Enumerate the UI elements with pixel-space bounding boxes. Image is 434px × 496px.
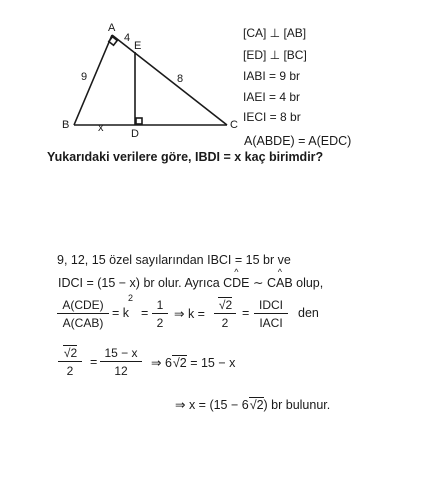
eq1-fraction-half: $\frac{1}{2}$	[152, 298, 168, 330]
eq2-fraction-15-minus-x-over-12: $\frac{15 - x}{12}$	[100, 346, 142, 378]
length-label-ab: 9	[81, 71, 88, 83]
segment-ac	[112, 35, 227, 125]
given-3: IABI = 9 br	[243, 69, 301, 83]
eq2-result: ⇒ 6√2 = 15 − x	[151, 356, 236, 370]
triangle-figure	[0, 0, 434, 150]
point-label-d: D	[131, 128, 139, 140]
eq1-k-squared: = k	[112, 306, 130, 320]
right-angle-mark-d	[136, 118, 142, 124]
given-4: IAEI = 4 br	[243, 90, 301, 104]
similar-symbol: ∼	[249, 276, 267, 290]
eq1-fraction-sqrt2-over-2: $\frac{√2}{2}$	[214, 298, 236, 330]
length-label-ec: 8	[177, 73, 184, 85]
point-label-a: A	[108, 22, 116, 34]
length-label-ae: 4	[124, 32, 131, 44]
eq1-equals-1: =	[141, 306, 149, 320]
eq1-exponent: 2	[128, 293, 134, 303]
eq1-den-word: den	[298, 306, 319, 320]
solution-line-2-prefix: IDCI = (15 − x) br olur. Ayrıca	[58, 276, 224, 290]
eq1-equals-2: =	[242, 306, 250, 320]
final-answer: ⇒ x = (15 − 6√2) br bulunur.	[175, 398, 331, 412]
solution-line-1: 9, 12, 15 özel sayılarından IBCI = 15 br ve	[57, 253, 291, 267]
triangle-cde: ^ CDE	[223, 267, 250, 290]
triangle-cab: ^ CAB	[266, 267, 293, 290]
eq2-fraction-sqrt2-over-2: $\frac{√2}{2}$	[58, 346, 82, 378]
solution-line-2-suffix: olup,	[292, 276, 324, 290]
angle-hat-cde: ^	[234, 267, 239, 277]
question-text: Yukarıdaki verilere göre, IBDI = x kaç birimdir?	[47, 150, 324, 164]
given-5: IECI = 8 br	[243, 110, 301, 124]
segment-ab	[74, 35, 112, 125]
eq2-equals: =	[90, 355, 98, 369]
given-2: [ED] ⊥ [BC]	[243, 48, 307, 62]
given-6: A(ABDE) = A(EDC)	[244, 134, 352, 148]
point-label-b: B	[62, 119, 70, 131]
length-label-bd: x	[98, 122, 104, 134]
eq1-fraction-area-ratio: A(CDE) A(CAB)	[57, 298, 109, 330]
angle-hat-cab: ^	[277, 267, 282, 277]
eq1-implies-k: ⇒ k =	[174, 307, 205, 321]
given-1: [CA] ⊥ [AB]	[243, 26, 307, 40]
point-label-c: C	[230, 119, 238, 131]
point-label-e: E	[134, 40, 142, 52]
eq1-fraction-dc-over-ac: IDCI IACI	[254, 298, 288, 330]
solution-line-2	[58, 267, 324, 290]
